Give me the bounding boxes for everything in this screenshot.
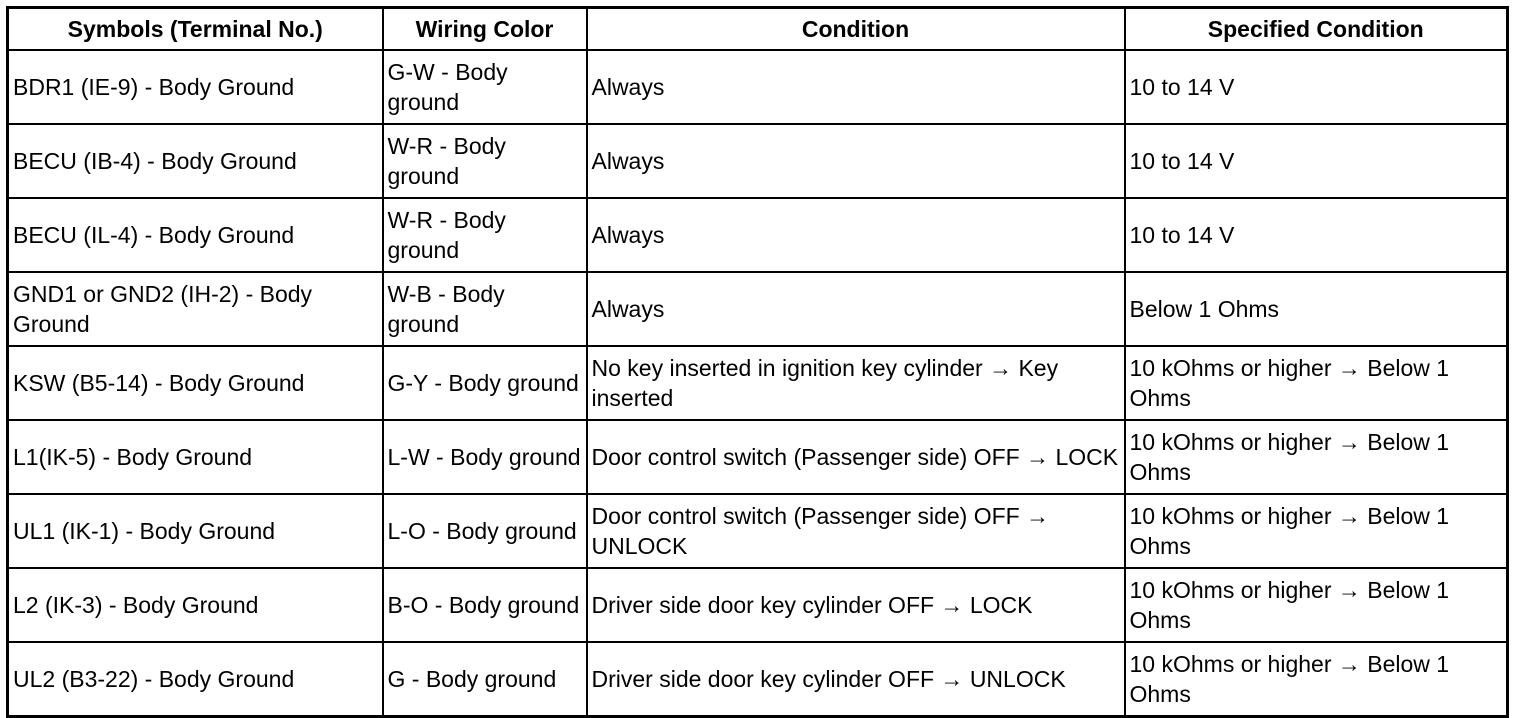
cell-specified-condition: 10 to 14 V xyxy=(1125,50,1508,124)
cell-condition: Always xyxy=(587,272,1125,346)
cell-specified-condition: Below 1 Ohms xyxy=(1125,272,1508,346)
table-row xyxy=(8,568,1508,642)
header-condition: Condition xyxy=(587,8,1125,51)
cell-condition: No key inserted in ignition key cylinder → Key inserted xyxy=(587,346,1125,420)
table-row xyxy=(8,198,1508,272)
cell-specified-condition: 10 kOhms or higher → Below 1 Ohms xyxy=(1125,642,1508,717)
cell-condition: Door control switch (Passenger side) OFF → UNLOCK xyxy=(587,494,1125,568)
cell-specified-condition: 10 to 14 V xyxy=(1125,124,1508,198)
table-row xyxy=(8,494,1508,568)
cell-wiring-color: W-R - Body ground xyxy=(383,124,587,198)
cell-symbol: UL1 (IK-1) - Body Ground xyxy=(8,494,383,568)
cell-symbol: KSW (B5-14) - Body Ground xyxy=(8,346,383,420)
table-row xyxy=(8,50,1508,124)
cell-wiring-color: L-W - Body ground xyxy=(383,420,587,494)
cell-symbol: BECU (IB-4) - Body Ground xyxy=(8,124,383,198)
table-row xyxy=(8,642,1508,717)
header-specified-condition: Specified Condition xyxy=(1125,8,1508,51)
cell-specified-condition: 10 kOhms or higher → Below 1 Ohms xyxy=(1125,420,1508,494)
cell-wiring-color: B-O - Body ground xyxy=(383,568,587,642)
cell-specified-condition: 10 kOhms or higher → Below 1 Ohms xyxy=(1125,346,1508,420)
cell-specified-condition: 10 to 14 V xyxy=(1125,198,1508,272)
cell-condition: Always xyxy=(587,50,1125,124)
cell-symbol: L1(IK-5) - Body Ground xyxy=(8,420,383,494)
cell-specified-condition: 10 kOhms or higher → Below 1 Ohms xyxy=(1125,568,1508,642)
cell-wiring-color: L-O - Body ground xyxy=(383,494,587,568)
table-row xyxy=(8,346,1508,420)
cell-condition: Driver side door key cylinder OFF → UNLOCK xyxy=(587,642,1125,717)
cell-wiring-color: G - Body ground xyxy=(383,642,587,717)
cell-condition: Door control switch (Passenger side) OFF → LOCK xyxy=(587,420,1125,494)
specification-table xyxy=(6,6,1509,718)
cell-condition: Always xyxy=(587,124,1125,198)
cell-symbol: BECU (IL-4) - Body Ground xyxy=(8,198,383,272)
cell-symbol: BDR1 (IE-9) - Body Ground xyxy=(8,50,383,124)
table-row xyxy=(8,272,1508,346)
cell-symbol: UL2 (B3-22) - Body Ground xyxy=(8,642,383,717)
cell-wiring-color: W-R - Body ground xyxy=(383,198,587,272)
cell-wiring-color: G-W - Body ground xyxy=(383,50,587,124)
table-row xyxy=(8,124,1508,198)
cell-condition: Driver side door key cylinder OFF → LOCK xyxy=(587,568,1125,642)
header-symbols: Symbols (Terminal No.) xyxy=(8,8,383,51)
table-header-row xyxy=(8,8,1508,51)
cell-symbol: GND1 or GND2 (IH-2) - Body Ground xyxy=(8,272,383,346)
cell-wiring-color: G-Y - Body ground xyxy=(383,346,587,420)
cell-symbol: L2 (IK-3) - Body Ground xyxy=(8,568,383,642)
cell-specified-condition: 10 kOhms or higher → Below 1 Ohms xyxy=(1125,494,1508,568)
table-row xyxy=(8,420,1508,494)
cell-condition: Always xyxy=(587,198,1125,272)
header-wiring-color: Wiring Color xyxy=(383,8,587,51)
spec-table-container xyxy=(6,6,1509,718)
cell-wiring-color: W-B - Body ground xyxy=(383,272,587,346)
